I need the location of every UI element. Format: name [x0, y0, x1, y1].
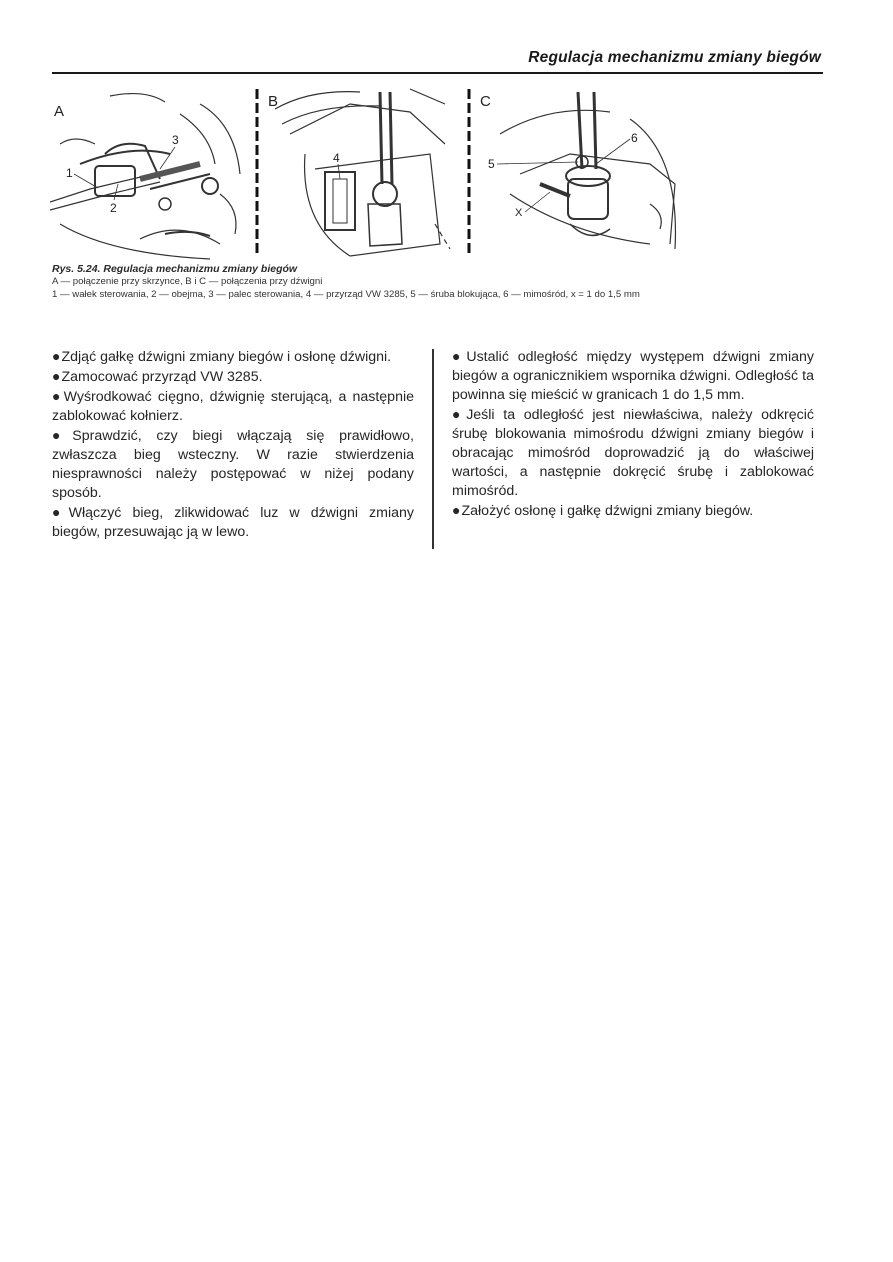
bullet-icon: ●: [52, 348, 61, 364]
list-item: ●Zdjąć gałkę dźwigni zmiany biegów i osłonę dźwigni.: [52, 348, 392, 365]
bullet-icon: ●: [52, 504, 68, 520]
left-column: [52, 347, 414, 542]
page-header-title: Regulacja mechanizmu zmiany biegów: [528, 49, 821, 66]
bullet-icon: ●: [52, 427, 72, 443]
header-rule: [52, 72, 823, 74]
figure-illustration: [50, 84, 825, 262]
bullet-icon: ●: [452, 406, 466, 422]
list-item: ●Sprawdzić, czy biegi włączają się prawidłowo, zwłaszcza bieg wsteczny. W razie stwierdzenia niesprawności należy postępować w niżej podany sposób.: [52, 427, 414, 501]
list-item: ●Wyśrodkować cięgno, dźwignię sterującą, a następnie zablokować kołnierz.: [52, 388, 414, 424]
column-divider: [432, 349, 434, 549]
caption-line-1: A — połączenie przy skrzynce, B i C — połączenia przy dźwigni: [52, 276, 323, 287]
list-item: ●Włączyć bieg, zlikwidować luz w dźwigni zmiany biegów, przesuwając ją w lewo.: [52, 504, 414, 540]
panel-b-drawing: [275, 89, 450, 256]
callout-6: 6: [631, 131, 638, 145]
bullet-icon: ●: [452, 348, 466, 364]
panel-b-letter: B: [268, 93, 279, 110]
figure-caption: [52, 263, 832, 301]
callout-5: 5: [488, 157, 495, 171]
list-item: ●Założyć osłonę i gałkę dźwigni zmiany biegów.: [452, 502, 754, 519]
bullet-icon: ●: [52, 368, 61, 384]
panel-c-drawing: [500, 92, 675, 249]
list-item: ●Ustalić odległość między występem dźwigni zmiany biegów a ogranicznikiem wspornika dźwigni. Odległość ta powinna się mieścić w granicach 1 do 1,5 mm.: [452, 348, 814, 403]
right-column: [452, 347, 814, 521]
panel-c-letter: C: [480, 93, 491, 110]
panel-a-letter: A: [54, 103, 65, 120]
callout-3: 3: [172, 133, 179, 147]
list-item: ●Jeśli ta odległość jest niewłaściwa, należy odkręcić śrubę blokowania mimośrodu dźwigni zmiany biegów i obracając mimośród doprowadzić ją do właściwej wartości, a następnie dokręcić śrubę i zablokować mimośród.: [452, 406, 814, 499]
list-item: ●Zamocować przyrząd VW 3285.: [52, 368, 263, 385]
bullet-icon: ●: [452, 502, 461, 518]
callout-1: 1: [66, 166, 73, 180]
caption-title: Rys. 5.24. Regulacja mechanizmu zmiany biegów: [52, 263, 298, 275]
callout-4: 4: [333, 151, 340, 165]
bullet-icon: ●: [52, 388, 63, 404]
callout-x: X: [515, 207, 523, 219]
caption-line-2: 1 — wałek sterowania, 2 — obejma, 3 — palec sterowania, 4 — przyrząd VW 3285, 5 — śruba blokująca, 6 — mimośród, x = 1 do 1,5 mm: [52, 288, 640, 300]
callout-2: 2: [110, 201, 117, 215]
